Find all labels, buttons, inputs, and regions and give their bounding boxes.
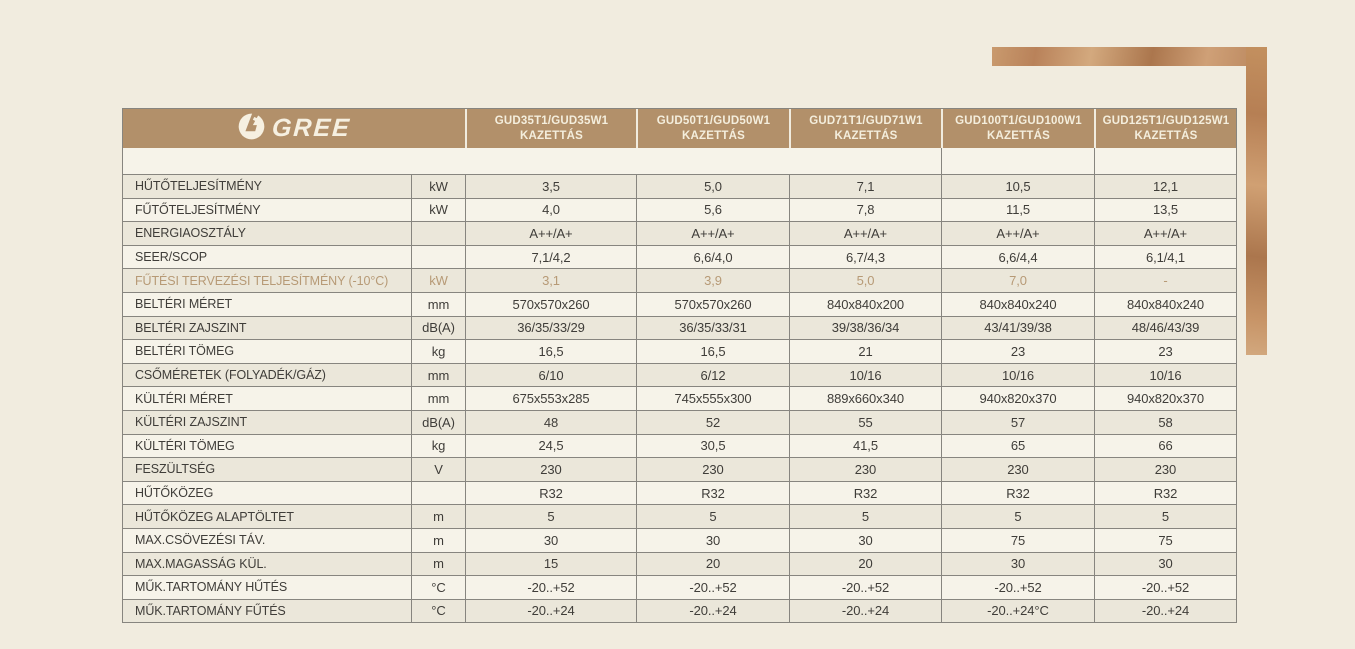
column-type: KAZETTÁS: [520, 129, 583, 142]
spec-value: 840x840x240: [941, 293, 1094, 316]
spec-value: R32: [636, 482, 789, 505]
spec-value: 41,5: [789, 435, 941, 458]
spec-value: 57: [941, 411, 1094, 434]
column-model: GUD125T1/GUD125W1: [1102, 114, 1230, 127]
spec-value: 3,9: [636, 269, 789, 292]
spec-value: 16,5: [636, 340, 789, 363]
spec-value: 55: [789, 411, 941, 434]
spec-unit: °C: [411, 600, 465, 623]
table-row: [123, 268, 1236, 292]
table-row: [123, 221, 1236, 245]
spec-value: 6,6/4,0: [636, 246, 789, 269]
column-header-gud35: [465, 109, 636, 148]
spec-label: FESZÜLTSÉG: [135, 462, 216, 477]
spec-value: 940x820x370: [941, 387, 1094, 410]
spec-unit: °C: [411, 576, 465, 599]
spec-value: 52: [636, 411, 789, 434]
spec-value: 6,7/4,3: [789, 246, 941, 269]
spec-value: 58: [1094, 411, 1236, 434]
spec-unit: kW: [411, 199, 465, 222]
spec-label: ENERGIAOSZTÁLY: [135, 226, 246, 241]
spec-label: MŰK.TARTOMÁNY FŰTÉS: [135, 603, 286, 618]
spec-value: 13,5: [1094, 199, 1236, 222]
spec-value: 24,5: [465, 435, 636, 458]
spec-label: KÜLTÉRI TÖMEG: [135, 438, 235, 453]
spec-value: 5: [465, 505, 636, 528]
column-type: KAZETTÁS: [834, 129, 898, 142]
spec-value: 20: [789, 553, 941, 576]
spec-value: R32: [789, 482, 941, 505]
table-row: [123, 174, 1236, 198]
column-model: GUD35T1/GUD35W1: [494, 114, 609, 127]
spec-value: 7,0: [941, 269, 1094, 292]
spec-value: 75: [1094, 529, 1236, 552]
spec-value: 745x555x300: [636, 387, 789, 410]
spec-value: A++/A+: [789, 222, 941, 245]
spec-value: 889x660x340: [789, 387, 941, 410]
spec-value: 840x840x240: [1094, 293, 1236, 316]
table-row: [123, 292, 1236, 316]
spec-value: 30,5: [636, 435, 789, 458]
spec-value: 570x570x260: [465, 293, 636, 316]
spec-value: 5: [636, 505, 789, 528]
spec-value: 5: [789, 505, 941, 528]
spec-value: 7,1: [789, 175, 941, 198]
table-row: [123, 339, 1236, 363]
spec-value: 230: [465, 458, 636, 481]
spec-unit: m: [411, 529, 465, 552]
spec-unit: [411, 482, 465, 505]
spec-value: 36/35/33/29: [465, 317, 636, 340]
spec-unit: mm: [411, 387, 465, 410]
spec-value: 230: [1094, 458, 1236, 481]
spec-value: -20..+24: [789, 600, 941, 623]
column-header-gud50: [636, 109, 789, 148]
spec-value: 3,5: [465, 175, 636, 198]
table-row: [123, 245, 1236, 269]
spec-value: 6/12: [636, 364, 789, 387]
spec-value: R32: [465, 482, 636, 505]
column-header-gud125: [1094, 109, 1236, 148]
spec-value: A++/A+: [941, 222, 1094, 245]
spec-label: BELTÉRI TÖMEG: [135, 344, 234, 359]
spec-value: 10,5: [941, 175, 1094, 198]
spec-label: HŰTŐKÖZEG ALAPTÖLTET: [135, 509, 294, 524]
spec-value: 6,6/4,4: [941, 246, 1094, 269]
table-row: [123, 363, 1236, 387]
spec-value: R32: [1094, 482, 1236, 505]
spec-value: 10/16: [941, 364, 1094, 387]
brand-header-cell: [123, 109, 465, 148]
spec-value: 43/41/39/38: [941, 317, 1094, 340]
spec-unit: kg: [411, 435, 465, 458]
spec-unit: [411, 246, 465, 269]
spec-value: 10/16: [1094, 364, 1236, 387]
brand-logo-text: GREE: [270, 114, 352, 143]
spec-value: A++/A+: [636, 222, 789, 245]
spec-value: 675x553x285: [465, 387, 636, 410]
column-type: KAZETTÁS: [987, 129, 1050, 142]
spec-unit: [411, 222, 465, 245]
spec-label: KÜLTÉRI MÉRET: [135, 391, 233, 406]
gree-logo-icon: [238, 113, 265, 145]
spec-value: 39/38/36/34: [789, 317, 941, 340]
table-row: [123, 528, 1236, 552]
spec-value: 840x840x200: [789, 293, 941, 316]
spec-value: 65: [941, 435, 1094, 458]
spec-value: 48/46/43/39: [1094, 317, 1236, 340]
table-header-row: [123, 109, 1236, 148]
spec-label: BELTÉRI MÉRET: [135, 297, 233, 312]
table-row: [123, 198, 1236, 222]
spec-unit: dB(A): [411, 411, 465, 434]
specification-table: [122, 108, 1237, 623]
table-spacer-row: [123, 148, 1236, 174]
spec-value: 5: [941, 505, 1094, 528]
spec-value: A++/A+: [1094, 222, 1236, 245]
column-type: KAZETTÁS: [682, 129, 745, 142]
spacer-cell: [941, 148, 1094, 174]
table-row: [123, 434, 1236, 458]
spec-label: MAX.MAGASSÁG KÜL.: [135, 556, 267, 571]
spec-value: -20..+52: [789, 576, 941, 599]
spec-value: -20..+52: [636, 576, 789, 599]
spec-value: 6,1/4,1: [1094, 246, 1236, 269]
decorative-copper-bar-horizontal: [992, 47, 1267, 66]
spec-value: 230: [636, 458, 789, 481]
spec-unit: V: [411, 458, 465, 481]
table-row: [123, 599, 1236, 623]
spec-value: 7,1/4,2: [465, 246, 636, 269]
spec-label: KÜLTÉRI ZAJSZINT: [135, 415, 248, 430]
table-row: [123, 410, 1236, 434]
table-row: [123, 575, 1236, 599]
spec-value: 16,5: [465, 340, 636, 363]
column-header-gud71: [789, 109, 941, 148]
spec-value: 10/16: [789, 364, 941, 387]
spec-unit: mm: [411, 293, 465, 316]
spec-value: 75: [941, 529, 1094, 552]
spec-value: 230: [789, 458, 941, 481]
spec-value: -20..+52: [465, 576, 636, 599]
spec-value: 30: [636, 529, 789, 552]
column-header-gud100: [941, 109, 1094, 148]
spec-label: HŰTŐTELJESÍTMÉNY: [135, 179, 262, 194]
spec-value: 23: [1094, 340, 1236, 363]
spec-value: 20: [636, 553, 789, 576]
table-row: [123, 457, 1236, 481]
spec-label: MAX.CSÖVEZÉSI TÁV.: [135, 533, 266, 548]
spec-label: MŰK.TARTOMÁNY HŰTÉS: [135, 580, 288, 595]
spec-unit: m: [411, 553, 465, 576]
spec-value: -20..+24°C: [941, 600, 1094, 623]
spec-value: 7,8: [789, 199, 941, 222]
column-type: KAZETTÁS: [1134, 129, 1198, 142]
spec-value: 5,0: [636, 175, 789, 198]
spec-unit: m: [411, 505, 465, 528]
spec-value: 30: [941, 553, 1094, 576]
spec-label: HŰTŐKÖZEG: [135, 486, 214, 501]
spec-value: R32: [941, 482, 1094, 505]
table-body: [123, 174, 1236, 622]
column-model: GUD50T1/GUD50W1: [656, 114, 771, 127]
spec-value: 3,1: [465, 269, 636, 292]
spec-value: -: [1094, 269, 1236, 292]
spec-value: -20..+52: [1094, 576, 1236, 599]
spec-value: 30: [1094, 553, 1236, 576]
spec-unit: kg: [411, 340, 465, 363]
column-model: GUD100T1/GUD100W1: [955, 114, 1082, 127]
spacer-cell: [1094, 148, 1236, 174]
spacer-cell: [123, 148, 941, 174]
spec-value: 21: [789, 340, 941, 363]
spec-label: BELTÉRI ZAJSZINT: [135, 320, 247, 335]
spec-value: A++/A+: [465, 222, 636, 245]
spec-value: 12,1: [1094, 175, 1236, 198]
table-row: [123, 552, 1236, 576]
spec-unit: kW: [411, 175, 465, 198]
spec-value: 30: [465, 529, 636, 552]
spec-value: 5: [1094, 505, 1236, 528]
spec-value: 940x820x370: [1094, 387, 1236, 410]
spec-value: -20..+24: [465, 600, 636, 623]
spec-label: SEER/SCOP: [135, 250, 208, 265]
table-row: [123, 504, 1236, 528]
spec-label: FŰTŐTELJESÍTMÉNY: [135, 202, 261, 217]
spec-value: 5,0: [789, 269, 941, 292]
spec-value: 23: [941, 340, 1094, 363]
table-row: [123, 481, 1236, 505]
spec-value: 570x570x260: [636, 293, 789, 316]
table-row: [123, 316, 1236, 340]
spec-value: 48: [465, 411, 636, 434]
spec-value: 30: [789, 529, 941, 552]
spec-value: 15: [465, 553, 636, 576]
column-model: GUD71T1/GUD71W1: [809, 114, 923, 127]
spec-value: 66: [1094, 435, 1236, 458]
spec-value: 6/10: [465, 364, 636, 387]
spec-label: FŰTÉSI TERVEZÉSI TELJESÍTMÉNY (-10°C): [135, 273, 389, 288]
spec-unit: mm: [411, 364, 465, 387]
spec-value: -20..+24: [1094, 600, 1236, 623]
spec-value: -20..+52: [941, 576, 1094, 599]
table-row: [123, 386, 1236, 410]
spec-unit: kW: [411, 269, 465, 292]
decorative-copper-bar-vertical: [1246, 47, 1267, 355]
spec-unit: dB(A): [411, 317, 465, 340]
spec-value: -20..+24: [636, 600, 789, 623]
spec-value: 11,5: [941, 199, 1094, 222]
spec-value: 4,0: [465, 199, 636, 222]
spec-label: CSŐMÉRETEK (FOLYADÉK/GÁZ): [135, 368, 326, 383]
spec-value: 230: [941, 458, 1094, 481]
spec-value: 36/35/33/31: [636, 317, 789, 340]
spec-value: 5,6: [636, 199, 789, 222]
